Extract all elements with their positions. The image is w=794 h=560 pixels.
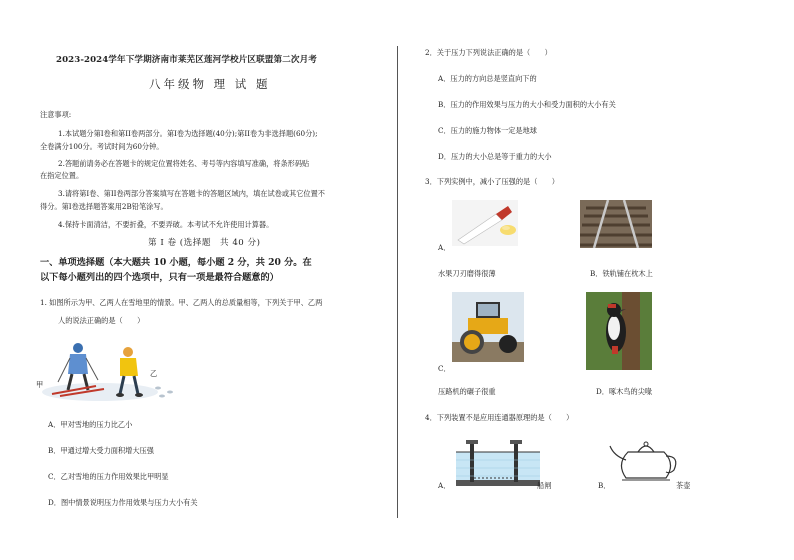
q3-stem: 3．下列实例中，减小了压强的是（ ） <box>425 177 559 186</box>
q2-option-c: C．压力的施力物体一定是地球 <box>438 126 537 135</box>
q4-stem: 4．下列装置不是应用连通器原理的是（ ） <box>425 413 574 422</box>
q2-option-a: A．压力的方向总是竖直向下的 <box>438 74 537 83</box>
notice-heading: 注意事项: <box>40 110 72 119</box>
q4-letter-a: A． <box>438 481 451 490</box>
notice-line: 3.请将第I卷、第II卷两部分答案填写在答题卡的答题区域内，填在试卷或其它位置不 <box>58 189 325 198</box>
q4-teapot-image <box>608 438 684 482</box>
q3-letter-c: C． <box>438 364 451 373</box>
notice-line: 4.保持卡面清洁，不要折叠，不要弄破。本考试不允许使用计算器。 <box>58 220 274 229</box>
q1-option-c: C．乙对雪地的压力作用效果比甲明显 <box>48 472 169 481</box>
section-heading: 一、单项选择题（本大题共 10 小题，每小题 2 分，共 20 分。在 <box>40 257 312 268</box>
q2-option-b: B．压力的作用效果与压力的大小和受力面积的大小有关 <box>438 100 616 109</box>
q4-label-a: 船闸 <box>537 481 552 490</box>
section-heading: 以下每小题列出的四个选项中，只有一项是最符合题意的） <box>40 272 279 283</box>
notice-line: 2.答题前请务必在答题卡的规定位置将姓名、考号等内容填写准确，将条形码贴 <box>58 159 310 168</box>
q1-stem: 1. 如图所示为甲、乙两人在雪地里的情景。甲、乙两人的总质量相等，下列关于甲、乙两 <box>40 298 323 307</box>
q1-snow-illustration <box>40 334 190 404</box>
q3-knife-image <box>452 200 518 246</box>
q3-caption-c: 压路机的碾子很重 <box>438 387 496 396</box>
q3-woodpecker-image <box>586 292 652 370</box>
subject-title: 八年级物 理 试 题 <box>149 77 271 91</box>
q1-stem: 人的说法正确的是（ ） <box>58 316 145 325</box>
q3-caption-d: D．啄木鸟的尖喙 <box>596 387 653 396</box>
q3-caption-b: B．铁轨铺在枕木上 <box>590 269 653 278</box>
q4-ship-lock-image <box>456 434 540 490</box>
q1-option-d: D．图中情景说明压力作用效果与压力大小有关 <box>48 498 198 507</box>
q1-option-a: A．甲对雪地的压力比乙小 <box>48 420 133 429</box>
label-yi: 乙 <box>150 369 158 378</box>
notice-line: 1.本试题分第I卷和第II卷两部分。第I卷为选择题(40分);第II卷为非选择题(60分); <box>58 129 318 138</box>
q4-label-b: 茶壶 <box>676 481 691 490</box>
q3-caption-a: 水果刀刃磨得很薄 <box>438 269 496 278</box>
q3-railway-image <box>580 200 652 248</box>
q2-stem: 2．关于压力下列说法正确的是（ ） <box>425 48 552 57</box>
label-jia: 甲 <box>36 380 44 389</box>
part1-title: 第 I 卷 (选择题 共 40 分) <box>148 238 261 248</box>
notice-line: 在指定位置。 <box>40 171 84 180</box>
exam-title: 2023-2024学年下学期济南市莱芜区莲河学校片区联盟第二次月考 <box>56 55 317 65</box>
notice-line: 全卷满分100分。考试时间为60分钟。 <box>40 142 164 151</box>
notice-line: 得分。第I卷选择题答案用2B铅笔涂写。 <box>40 202 168 211</box>
q3-roller-image <box>452 292 524 362</box>
q3-letter-a: A． <box>438 243 451 252</box>
column-divider <box>397 46 398 518</box>
q4-letter-b: B． <box>598 481 611 490</box>
q1-option-b: B．甲通过增大受力面积增大压强 <box>48 446 154 455</box>
q2-option-d: D．压力的大小总是等于重力的大小 <box>438 152 552 161</box>
